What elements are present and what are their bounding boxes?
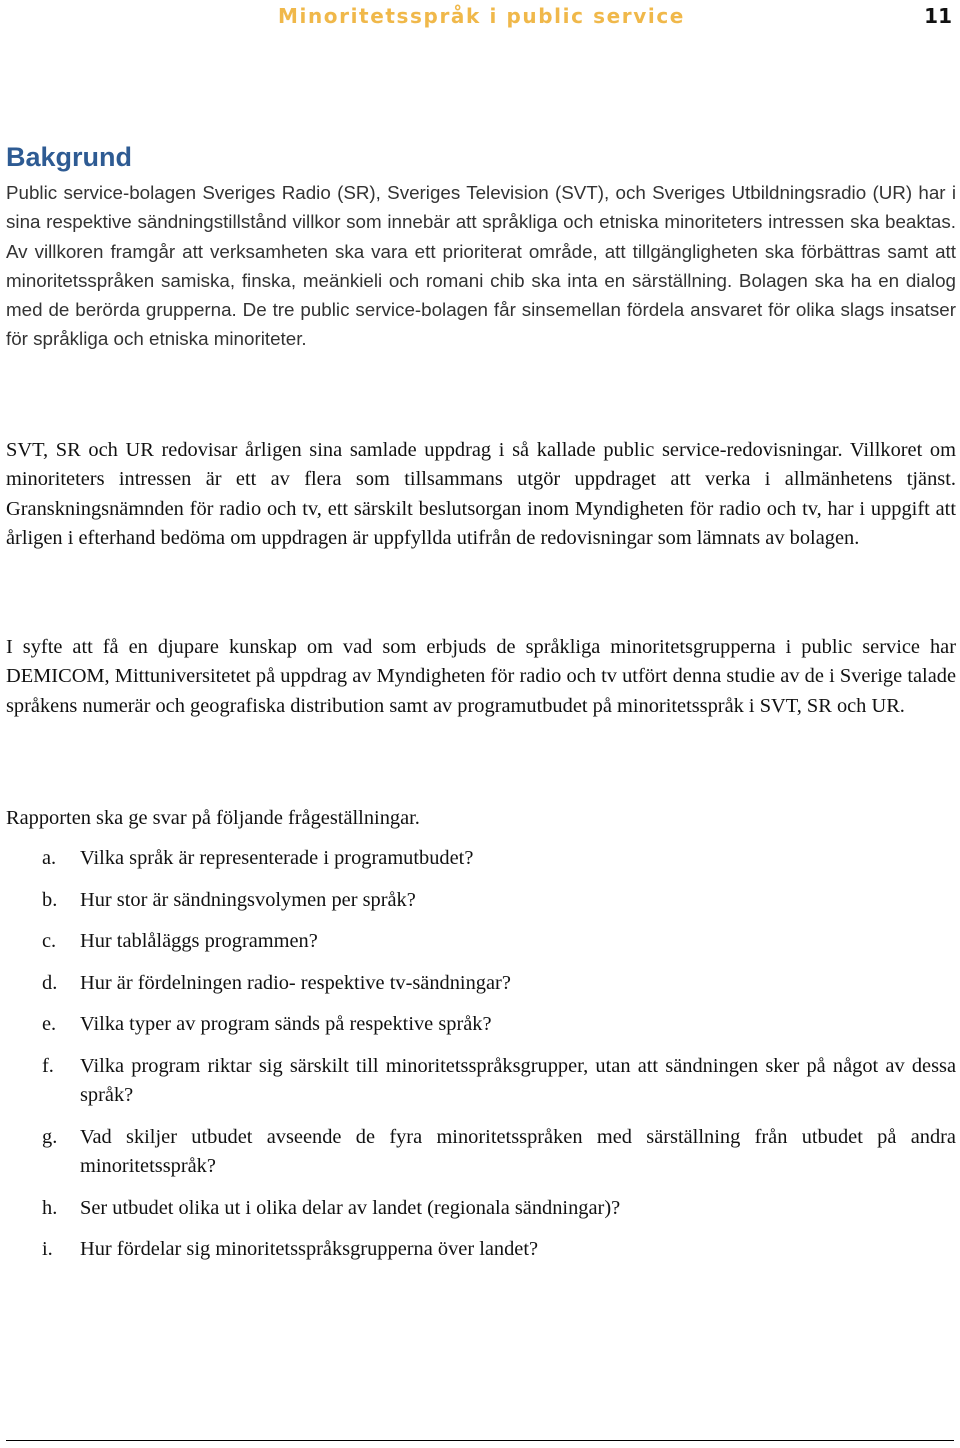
question-letter: i. bbox=[42, 1238, 53, 1261]
question-item bbox=[6, 1052, 956, 1111]
question-item bbox=[6, 1235, 956, 1264]
footer-rule bbox=[6, 1440, 954, 1441]
question-text: Hur fördelar sig minoritetsspråksgrupperna över landet? bbox=[80, 1238, 539, 1261]
page-number: 11 bbox=[924, 4, 952, 28]
question-item bbox=[6, 886, 956, 915]
question-item bbox=[6, 927, 956, 956]
reporting-paragraph: SVT, SR och UR redovisar årligen sina samlade uppdrag i så kallade public service-redovisningar. Villkoret om minoriteters intressen är ett av flera som tillsammans utgör uppdraget att verka i allmänhetens tjänst. Granskningsnämnden för radio och tv, ett särskilt beslutsorgan inom Myndigheten för radio och tv, har i uppgift att årligen i efterhand bedöma om uppdragen är uppfyllda utifrån de redovisningar som lämnats av bolagen. bbox=[6, 439, 956, 549]
question-item bbox=[6, 1123, 956, 1182]
question-item bbox=[6, 969, 956, 998]
question-text: Vilka typer av program sänds på respektive språk? bbox=[80, 1013, 492, 1036]
running-header bbox=[0, 0, 960, 36]
intro-paragraph: Public service-bolagen Sveriges Radio (SR), Sveriges Television (SVT), och Sveriges Utbildningsradio (UR) har i sina respektive sändningstillstånd villkor som innebär att språkliga och etniska minoriteters intressen ska beaktas. Av villkoren framgår att verksamheten ska vara ett prioriterat område, att tillgängligheten ska förbättras samt att minoritetsspråken samiska, finska, meänkieli och romani chib ska inta en särställning. Bolagen ska ha en dialog med de berörda grupperna. De tre public service-bolagen får sinsemellan fördela ansvaret för olika slags insatser för språkliga och etniska minoriteter. bbox=[6, 182, 956, 350]
question-letter: f. bbox=[42, 1054, 54, 1077]
section-heading: Bakgrund bbox=[6, 142, 133, 172]
question-letter: b. bbox=[42, 888, 58, 911]
question-letter: a. bbox=[42, 847, 57, 869]
question-item bbox=[6, 844, 956, 873]
purpose-paragraph: I syfte att få en djupare kunskap om vad som erbjuds de språkliga minoritetsgrupperna i public service har DEMICOM, Mittuniversitetet på uppdrag av Myndigheten för radio och tv utfört denna studie av de i Sverige talade språkens numerär och geografiska distribution samt av programutbudet på minoritetsspråk i SVT, SR och UR. bbox=[6, 636, 956, 717]
question-letter: g. bbox=[42, 1125, 58, 1148]
questions-intro: Rapporten ska ge svar på följande frågeställningar. bbox=[6, 807, 420, 829]
question-text: Ser utbudet olika ut i olika delar av landet (regionala sändningar)? bbox=[80, 1196, 621, 1219]
running-title: Minoritetsspråk i public service bbox=[278, 4, 685, 28]
question-item bbox=[6, 1010, 956, 1039]
question-text: Vilka språk är representerade i programutbudet? bbox=[80, 847, 474, 869]
question-text: Vad skiljer utbudet avseende de fyra minoritetsspråken med särställning från utbudet på andra minoritetsspråk? bbox=[80, 1125, 956, 1178]
question-letter: d. bbox=[42, 971, 58, 994]
question-text: Vilka program riktar sig särskilt till minoritetsspråksgrupper, utan att sändningen sker på något av dessa språk? bbox=[80, 1054, 956, 1107]
question-text: Hur stor är sändningsvolymen per språk? bbox=[80, 888, 416, 911]
question-letter: e. bbox=[42, 1013, 57, 1036]
question-list bbox=[6, 844, 956, 1277]
question-text: Hur tablåläggs programmen? bbox=[80, 930, 318, 953]
question-letter: c. bbox=[42, 930, 57, 953]
question-item bbox=[6, 1194, 956, 1223]
question-text: Hur är fördelningen radio- respektive tv-sändningar? bbox=[80, 971, 511, 994]
question-letter: h. bbox=[42, 1196, 58, 1219]
